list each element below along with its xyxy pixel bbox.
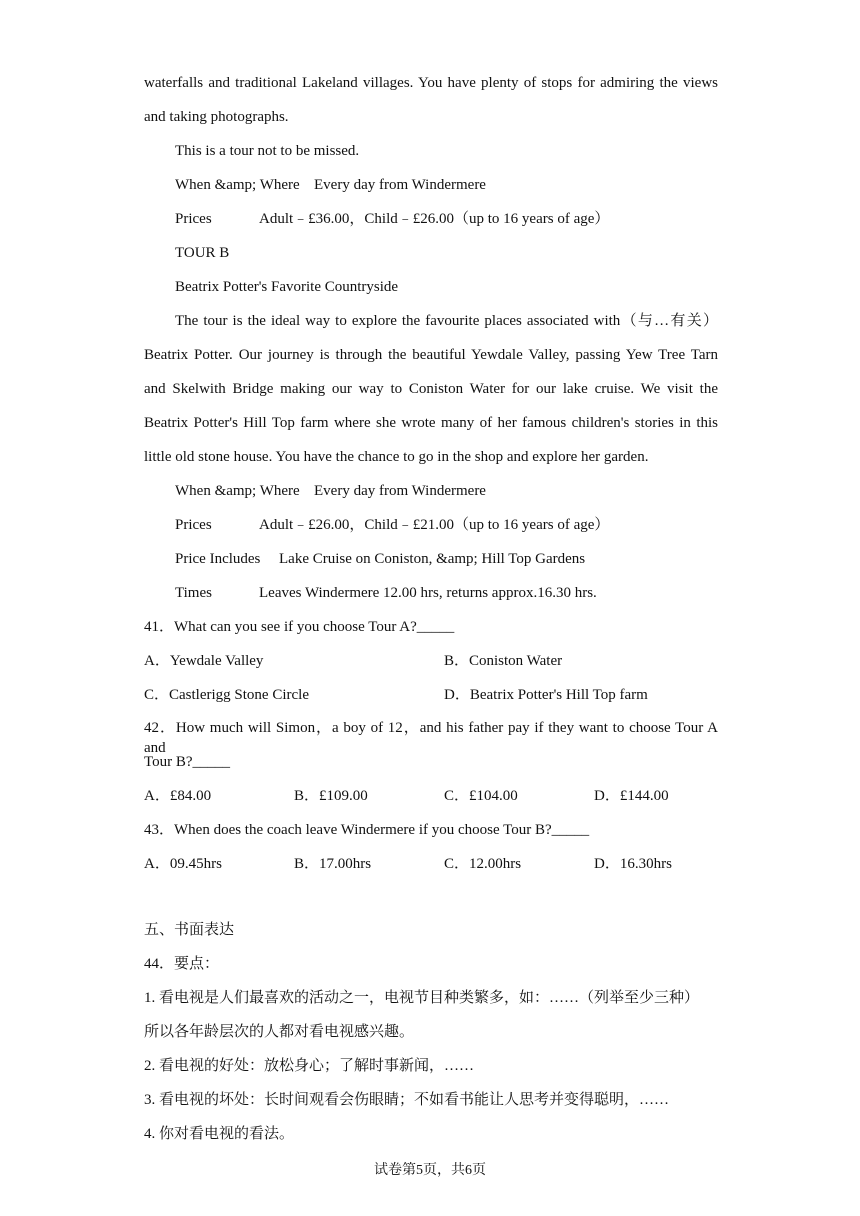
tour-b-includes-value: Lake Cruise on Coniston, &amp; Hill Top Gardens	[279, 551, 586, 567]
option-c: C．12.00hrs	[444, 856, 522, 872]
tour-b-desc-line: The tour is the ideal way to explore the favourite places associated with（与…有关）	[175, 313, 718, 329]
question-stem: 41．What can you see if you choose Tour A?_____	[144, 619, 455, 635]
option-d: D．Beatrix Potter's Hill Top farm	[444, 687, 648, 703]
question-stem: 43．When does the coach leave Windermere if you choose Tour B?_____	[144, 822, 590, 838]
tour-b-prices-value: Adult﹣£26.00，Child﹣£21.00（up to 16 years of age）	[259, 517, 610, 533]
tour-a-when-label: When &amp; Where	[175, 177, 300, 193]
option-b: B．17.00hrs	[294, 856, 372, 872]
tour-b-times-value: Leaves Windermere 12.00 hrs, returns approx.16.30 hrs.	[259, 585, 597, 601]
option-b: B．£109.00	[294, 788, 368, 804]
tour-a-when-value: Every day from Windermere	[314, 177, 486, 193]
writing-point: 3. 看电视的坏处：长时间观看会伤眼睛；不如看书能让人思考并变得聪明，……	[144, 1092, 670, 1108]
tour-b-desc-line: Beatrix Potter. Our journey is through the beautiful Yewdale Valley, passing Yew Tree Tarn	[144, 347, 718, 363]
page-footer: 试卷第5页，共6页	[374, 1163, 486, 1178]
option-c: C．Castlerigg Stone Circle	[144, 687, 309, 703]
tour-b-prices-label: Prices	[175, 517, 212, 533]
option-a: A．Yewdale Valley	[144, 653, 264, 669]
passage-line: and taking photographs.	[144, 109, 289, 125]
tour-b-desc-line: Beatrix Potter's Hill Top farm where she wrote many of her famous children's stories in this	[144, 415, 718, 431]
option-b: B．Coniston Water	[444, 653, 563, 669]
passage-line: waterfalls and traditional Lakeland villages. You have plenty of stops for admiring the views	[144, 75, 718, 91]
writing-point: 1. 看电视是人们最喜欢的活动之一，电视节目种类繁多，如：……（列举至少三种）	[144, 990, 700, 1006]
writing-point: 所以各年龄层次的人都对看电视感兴趣。	[144, 1024, 415, 1040]
tour-a-prices-value: Adult﹣£36.00，Child﹣£26.00（up to 16 years of age）	[259, 211, 610, 227]
tour-b-title: Beatrix Potter's Favorite Countryside	[175, 279, 399, 295]
tour-b-desc-line: and Skelwith Bridge making our way to Coniston Water for our lake cruise. We visit the	[144, 381, 718, 397]
option-d: D．16.30hrs	[594, 856, 672, 872]
option-a: A．£84.00	[144, 788, 212, 804]
writing-point: 4. 你对看电视的看法。	[144, 1126, 295, 1142]
tour-b-times-label: Times	[175, 585, 212, 601]
tour-a-prices-label: Prices	[175, 211, 212, 227]
tour-b-when-value: Every day from Windermere	[314, 483, 486, 499]
option-c: C．£104.00	[444, 788, 518, 804]
tour-b-desc-line: little old stone house. You have the chance to go in the shop and explore her garden.	[144, 449, 649, 465]
tour-b-when-label: When &amp; Where	[175, 483, 300, 499]
tour-b-includes-label: Price Includes	[175, 551, 261, 567]
tour-b-heading: TOUR B	[175, 245, 230, 261]
section-title: 五、书面表达	[144, 922, 235, 938]
question-stem: Tour B?_____	[144, 754, 231, 770]
option-d: D．£144.00	[594, 788, 669, 804]
passage-line: This is a tour not to be missed.	[175, 143, 360, 159]
option-a: A．09.45hrs	[144, 856, 222, 872]
question-stem: 42．How much will Simon，a boy of 12，and his father pay if they want to choose Tour A and	[144, 720, 718, 756]
question-label: 44．要点：	[144, 956, 220, 972]
writing-point: 2. 看电视的好处：放松身心；了解时事新闻，……	[144, 1058, 475, 1074]
